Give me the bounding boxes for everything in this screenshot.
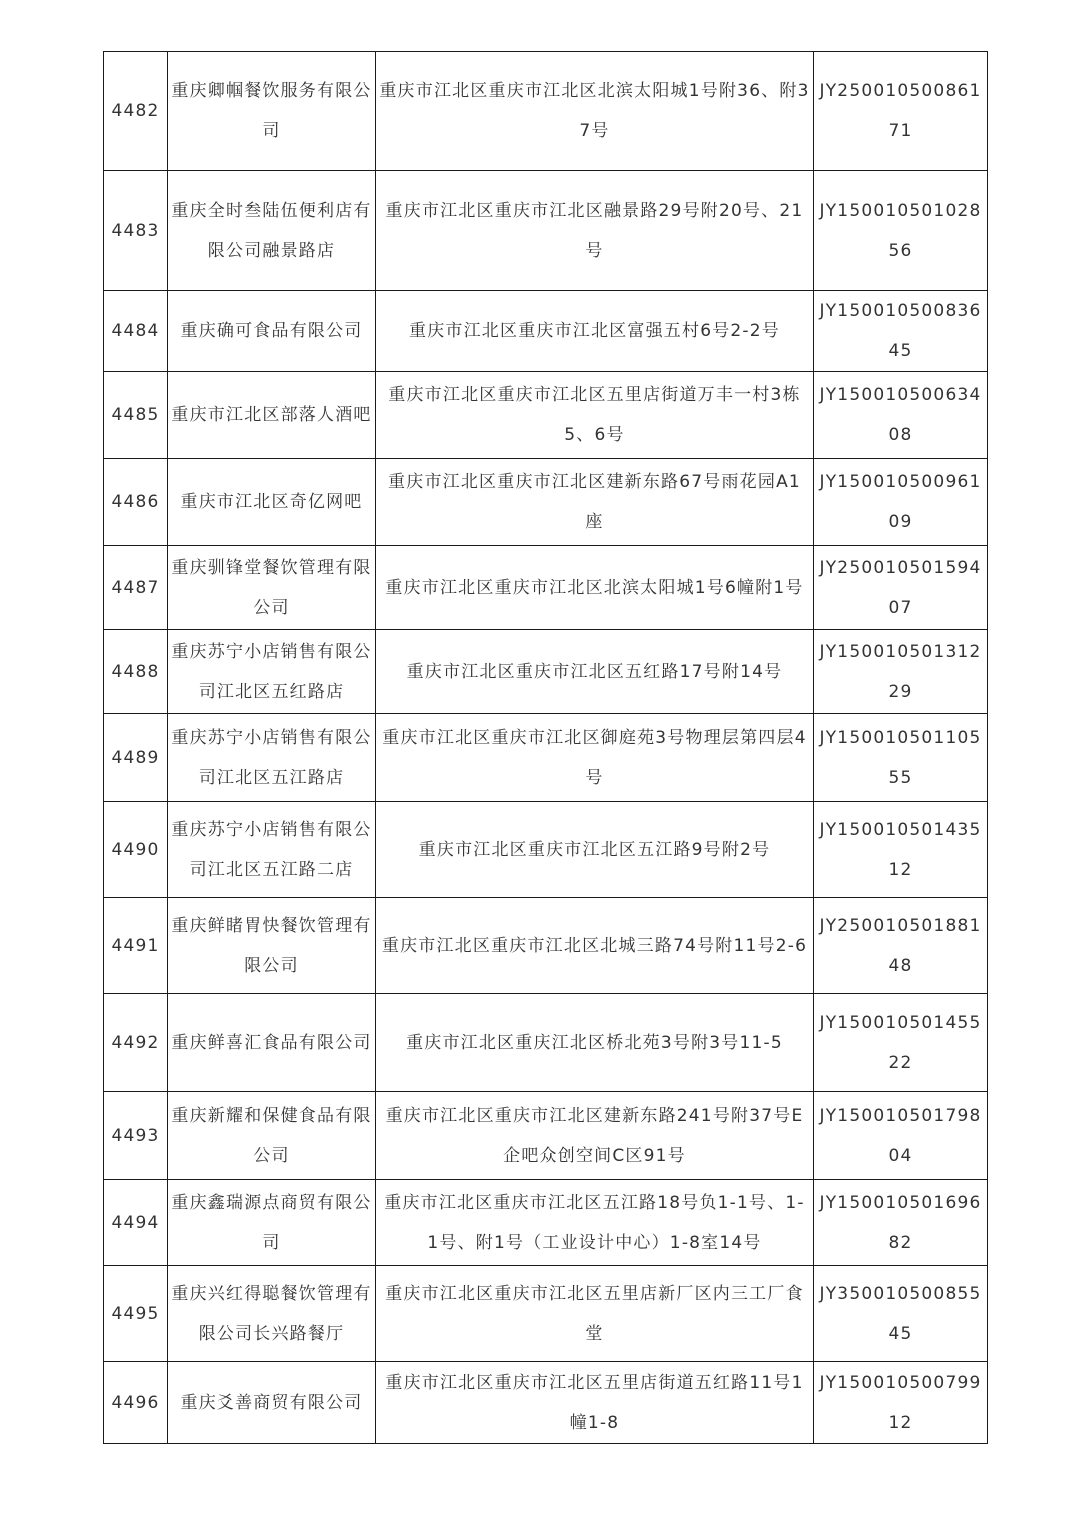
row-number: 4493: [104, 1092, 168, 1180]
row-number: 4490: [104, 802, 168, 898]
business-address: 重庆市江北区重庆市江北区富强五村6号2-2号: [376, 291, 814, 372]
table-row: [104, 994, 988, 1092]
row-number: 4496: [104, 1362, 168, 1444]
table-row: [104, 1092, 988, 1180]
table-row: [104, 898, 988, 994]
business-address: 重庆市江北区重庆市江北区五里店街道五红路11号1幢1-8: [376, 1362, 814, 1444]
row-number: 4487: [104, 546, 168, 630]
license-number: JY25001050188148: [814, 898, 988, 994]
business-name: 重庆鲜喜汇食品有限公司: [168, 994, 376, 1092]
business-address: 重庆市江北区重庆市江北区北滨太阳城1号附36、附37号: [376, 52, 814, 171]
business-name: 重庆市江北区奇亿网吧: [168, 459, 376, 546]
business-address: 重庆市江北区重庆市江北区五江路18号负1-1号、1-1号、附1号（工业设计中心）1-8室14号: [376, 1180, 814, 1266]
table-row: [104, 372, 988, 459]
license-number: JY15001050169682: [814, 1180, 988, 1266]
license-number: JY15001050145522: [814, 994, 988, 1092]
business-name: 重庆苏宁小店销售有限公司江北区五江路店: [168, 714, 376, 802]
table-row: [104, 1180, 988, 1266]
row-number: 4494: [104, 1180, 168, 1266]
business-address: 重庆市江北区重庆市江北区建新东路241号附37号E企吧众创空间C区91号: [376, 1092, 814, 1180]
row-number: 4488: [104, 630, 168, 714]
table-row: [104, 630, 988, 714]
table-row: [104, 802, 988, 898]
business-address: 重庆市江北区重庆市江北区北城三路74号附11号2-6: [376, 898, 814, 994]
business-address: 重庆市江北区重庆市江北区建新东路67号雨花园A1座: [376, 459, 814, 546]
license-table: [103, 51, 988, 1444]
row-number: 4482: [104, 52, 168, 171]
business-address: 重庆市江北区重庆市江北区五江路9号附2号: [376, 802, 814, 898]
business-name: 重庆市江北区部落人酒吧: [168, 372, 376, 459]
table-row: [104, 546, 988, 630]
business-address: 重庆市江北区重庆市江北区五里店街道万丰一村3栋5、6号: [376, 372, 814, 459]
business-address: 重庆市江北区重庆市江北区五里店新厂区内三工厂食堂: [376, 1266, 814, 1362]
table-row: [104, 171, 988, 291]
business-name: 重庆卿帼餐饮服务有限公司: [168, 52, 376, 171]
document-page: [103, 51, 987, 1444]
row-number: 4483: [104, 171, 168, 291]
business-name: 重庆爻善商贸有限公司: [168, 1362, 376, 1444]
row-number: 4485: [104, 372, 168, 459]
license-number: JY35001050085545: [814, 1266, 988, 1362]
row-number: 4491: [104, 898, 168, 994]
business-name: 重庆苏宁小店销售有限公司江北区五江路二店: [168, 802, 376, 898]
row-number: 4484: [104, 291, 168, 372]
row-number: 4486: [104, 459, 168, 546]
business-name: 重庆鲜睹胃快餐饮管理有限公司: [168, 898, 376, 994]
row-number: 4492: [104, 994, 168, 1092]
row-number: 4489: [104, 714, 168, 802]
license-number: JY25001050086171: [814, 52, 988, 171]
business-name: 重庆新耀和保健食品有限公司: [168, 1092, 376, 1180]
license-number: JY15001050179804: [814, 1092, 988, 1180]
table-row: [104, 1362, 988, 1444]
business-name: 重庆苏宁小店销售有限公司江北区五红路店: [168, 630, 376, 714]
business-name: 重庆驯锋堂餐饮管理有限公司: [168, 546, 376, 630]
license-number: JY25001050159407: [814, 546, 988, 630]
business-address: 重庆市江北区重庆市江北区融景路29号附20号、21号: [376, 171, 814, 291]
license-number: JY15001050102856: [814, 171, 988, 291]
license-number: JY15001050083645: [814, 291, 988, 372]
business-name: 重庆确可食品有限公司: [168, 291, 376, 372]
business-address: 重庆市江北区重庆江北区桥北苑3号附3号11-5: [376, 994, 814, 1092]
license-number: JY15001050079912: [814, 1362, 988, 1444]
table-row: [104, 714, 988, 802]
license-number: JY15001050110555: [814, 714, 988, 802]
license-number: JY15001050143512: [814, 802, 988, 898]
business-name: 重庆鑫瑞源点商贸有限公司: [168, 1180, 376, 1266]
business-name: 重庆全时叁陆伍便利店有限公司融景路店: [168, 171, 376, 291]
table-row: [104, 1266, 988, 1362]
business-address: 重庆市江北区重庆市江北区北滨太阳城1号6幢附1号: [376, 546, 814, 630]
business-name: 重庆兴红得聪餐饮管理有限公司长兴路餐厅: [168, 1266, 376, 1362]
table-row: [104, 459, 988, 546]
business-address: 重庆市江北区重庆市江北区御庭苑3号物理层第四层4号: [376, 714, 814, 802]
table-row: [104, 52, 988, 171]
table-row: [104, 291, 988, 372]
license-number: JY15001050096109: [814, 459, 988, 546]
license-number: JY15001050131229: [814, 630, 988, 714]
business-address: 重庆市江北区重庆市江北区五红路17号附14号: [376, 630, 814, 714]
row-number: 4495: [104, 1266, 168, 1362]
license-number: JY15001050063408: [814, 372, 988, 459]
